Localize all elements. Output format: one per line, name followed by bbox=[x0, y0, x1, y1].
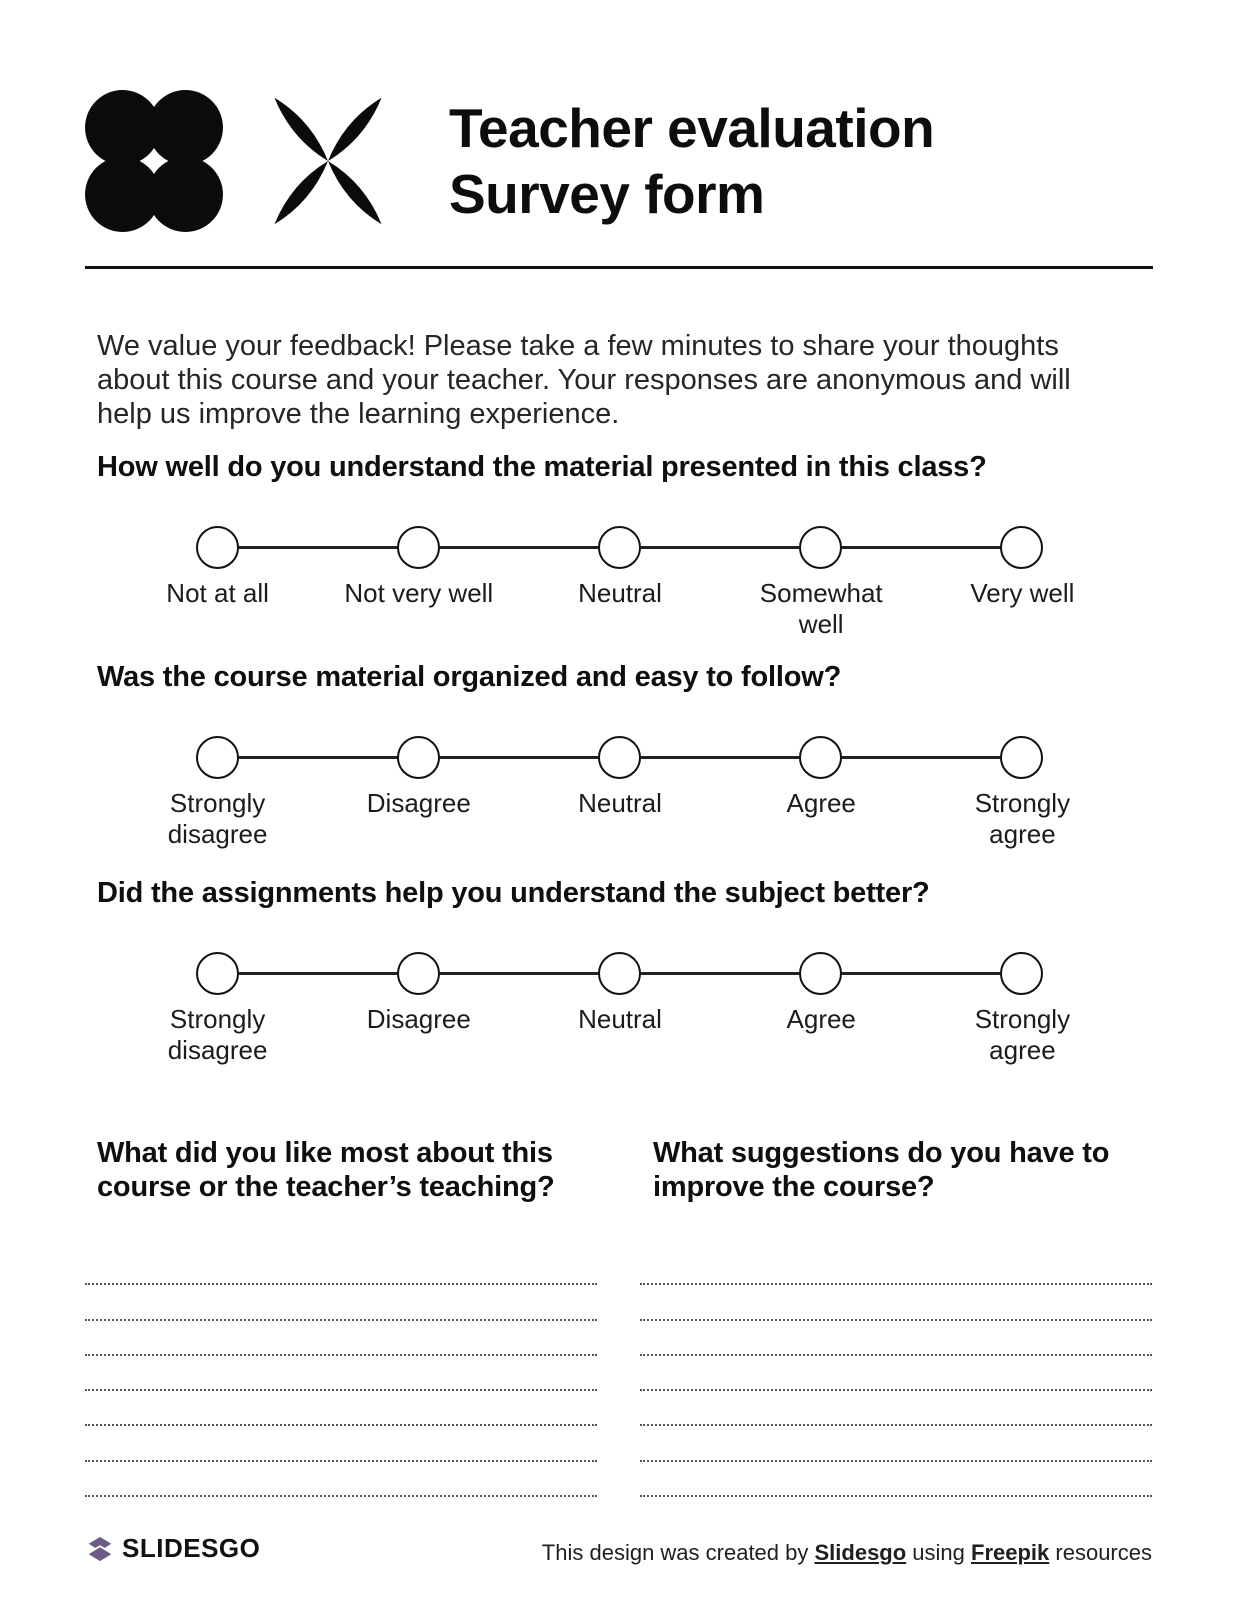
scale-option-circle-1[interactable] bbox=[196, 736, 239, 779]
clover-logo-icon bbox=[85, 90, 223, 232]
scale-option-circle-3[interactable] bbox=[598, 736, 641, 779]
question-label: How well do you understand the material presented in this class? bbox=[97, 451, 987, 483]
intro-text: We value your feedback! Please take a few minutes to share your thoughts about this course and your teacher. Your responses are anonymous and will help us improve the learning experience. bbox=[97, 330, 1071, 430]
scale-option-circle-3[interactable] bbox=[598, 952, 641, 995]
scale-labels bbox=[117, 788, 1123, 850]
header-divider bbox=[85, 266, 1153, 269]
scale-option-circle-4[interactable] bbox=[799, 526, 842, 569]
credit-prefix: This design was created by bbox=[541, 1540, 815, 1565]
scale-label: Very well bbox=[970, 578, 1075, 608]
scale-label: Somewhat well bbox=[759, 578, 883, 639]
scale-label: Not at all bbox=[166, 578, 269, 608]
credit-freepik-link[interactable]: Freepik bbox=[971, 1540, 1050, 1565]
scale-option-circle-4[interactable] bbox=[799, 952, 842, 995]
scale-option-circle-3[interactable] bbox=[598, 526, 641, 569]
scale-option-circle-5[interactable] bbox=[1000, 526, 1043, 569]
question-label: Was the course material organized and easy to follow? bbox=[97, 661, 842, 693]
answer-line[interactable] bbox=[640, 1285, 1152, 1320]
question-assignments bbox=[0, 876, 1237, 1065]
answer-line[interactable] bbox=[85, 1321, 597, 1356]
answer-line[interactable] bbox=[85, 1356, 597, 1391]
page-title-line1: Teacher evaluation bbox=[449, 97, 935, 159]
answer-line[interactable] bbox=[85, 1250, 597, 1285]
scale-labels bbox=[117, 578, 1123, 640]
question-label: Did the assignments help you understand the subject better? bbox=[97, 877, 930, 909]
scale-option-circle-1[interactable] bbox=[196, 952, 239, 995]
answer-area-liked bbox=[85, 1250, 597, 1497]
answer-line[interactable] bbox=[85, 1462, 597, 1497]
page-title bbox=[449, 95, 934, 227]
scale-label: Agree bbox=[786, 1004, 856, 1034]
scale-label: Strongly agree bbox=[974, 788, 1071, 849]
scale-label: Strongly disagree bbox=[167, 1004, 268, 1065]
answer-line[interactable] bbox=[640, 1250, 1152, 1285]
answer-line[interactable] bbox=[85, 1285, 597, 1320]
header bbox=[85, 90, 934, 232]
credit-middle: using bbox=[906, 1540, 972, 1565]
scale-option-circle-2[interactable] bbox=[397, 526, 440, 569]
slidesgo-s-icon bbox=[85, 1534, 115, 1564]
scale-label: Neutral bbox=[578, 578, 662, 608]
likert-scale bbox=[196, 526, 1043, 569]
scale-option-circle-5[interactable] bbox=[1000, 952, 1043, 995]
slidesgo-logo bbox=[85, 1533, 260, 1564]
open-question-liked-label: What did you like most about this course or the teacher’s teaching? bbox=[97, 1137, 555, 1203]
scale-option-circle-1[interactable] bbox=[196, 526, 239, 569]
scale-label: Strongly disagree bbox=[167, 788, 268, 849]
scale-option-circle-2[interactable] bbox=[397, 952, 440, 995]
scale-option-circle-5[interactable] bbox=[1000, 736, 1043, 779]
scale-label: Neutral bbox=[578, 1004, 662, 1034]
credit-text bbox=[542, 1540, 1152, 1566]
scale-label: Disagree bbox=[366, 788, 471, 818]
scale-label: Neutral bbox=[578, 788, 662, 818]
scale-labels bbox=[117, 1004, 1123, 1066]
answer-area-suggestions bbox=[640, 1250, 1152, 1497]
likert-scale bbox=[196, 952, 1043, 995]
scale-label: Not very well bbox=[344, 578, 494, 608]
answer-line[interactable] bbox=[640, 1356, 1152, 1391]
petal-x-logo-icon bbox=[249, 88, 407, 234]
credit-suffix: resources bbox=[1049, 1540, 1152, 1565]
answer-line[interactable] bbox=[640, 1391, 1152, 1426]
open-question-suggestions-label: What suggestions do you have to improve the course? bbox=[653, 1137, 1110, 1203]
page-title-line2: Survey form bbox=[449, 163, 765, 225]
likert-scale bbox=[196, 736, 1043, 779]
scale-option-circle-2[interactable] bbox=[397, 736, 440, 779]
answer-line[interactable] bbox=[640, 1426, 1152, 1461]
slidesgo-wordmark: SLIDESGO bbox=[122, 1533, 261, 1563]
answer-line[interactable] bbox=[640, 1321, 1152, 1356]
answer-line[interactable] bbox=[85, 1391, 597, 1426]
question-understanding bbox=[0, 450, 1237, 639]
scale-label: Strongly agree bbox=[974, 1004, 1071, 1065]
answer-line[interactable] bbox=[85, 1426, 597, 1461]
scale-option-circle-4[interactable] bbox=[799, 736, 842, 779]
answer-line[interactable] bbox=[640, 1462, 1152, 1497]
scale-label: Agree bbox=[786, 788, 856, 818]
question-organization bbox=[0, 660, 1237, 849]
scale-label: Disagree bbox=[366, 1004, 471, 1034]
credit-slidesgo-link[interactable]: Slidesgo bbox=[814, 1540, 907, 1565]
